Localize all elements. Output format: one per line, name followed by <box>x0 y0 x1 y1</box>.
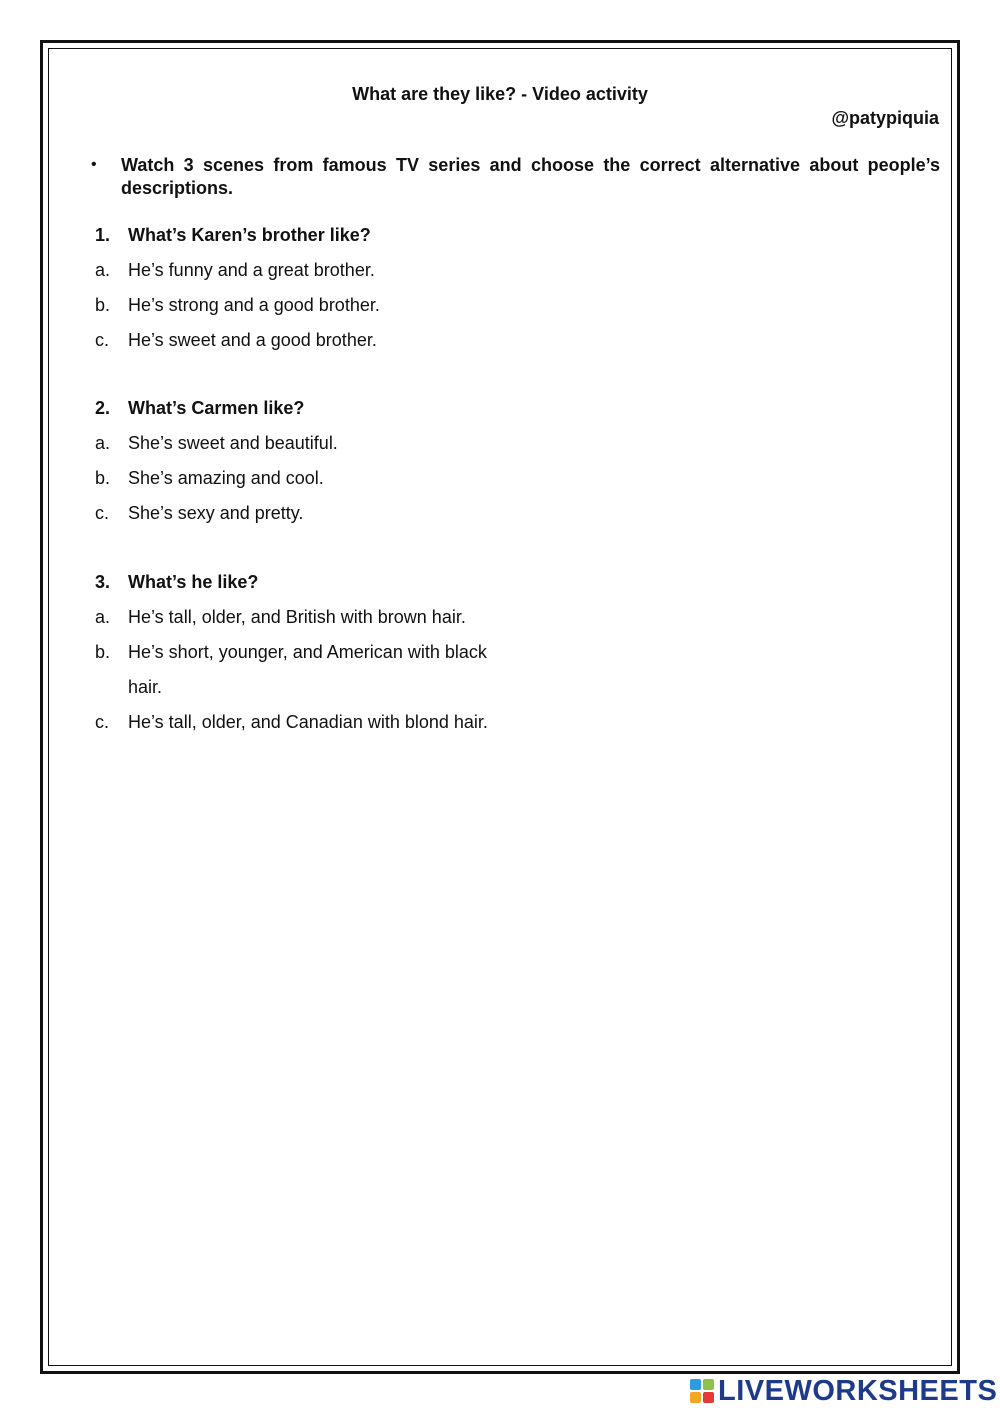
option-text: She’s amazing and cool. <box>128 468 324 488</box>
liveworksheets-logo <box>690 1376 997 1406</box>
option-3a[interactable] <box>95 600 495 635</box>
question-number: 2. <box>95 398 111 418</box>
question-number: 1. <box>95 225 111 245</box>
question-2 <box>95 391 515 531</box>
question-3 <box>95 565 495 740</box>
option-letter: a. <box>95 607 111 627</box>
logo-square-blue <box>690 1379 701 1390</box>
option-letter: c. <box>95 712 110 732</box>
option-text: He’s funny and a great brother. <box>128 260 375 280</box>
option-3b[interactable] <box>95 635 495 705</box>
option-2b[interactable] <box>95 461 515 496</box>
question-1-heading <box>95 218 515 253</box>
option-1a[interactable] <box>95 253 515 288</box>
option-1b[interactable] <box>95 288 515 323</box>
option-text: She’s sexy and pretty. <box>128 503 304 523</box>
option-letter: a. <box>95 433 111 453</box>
logo-square-red <box>703 1392 714 1403</box>
option-text: He’s tall, older, and Canadian with blond hair. <box>128 712 488 732</box>
option-text: She’s sweet and beautiful. <box>128 433 338 453</box>
question-3-heading <box>95 565 495 600</box>
logo-square-green <box>703 1379 714 1390</box>
author-handle: @patypiquia <box>831 108 939 128</box>
option-3c[interactable] <box>95 705 495 740</box>
option-2a[interactable] <box>95 426 515 461</box>
option-letter: b. <box>95 642 111 662</box>
option-text: He’s tall, older, and British with brown hair. <box>128 607 466 627</box>
question-text: What’s Carmen like? <box>128 398 305 418</box>
question-number: 3. <box>95 572 111 592</box>
instruction <box>91 154 940 200</box>
liveworksheets-mark-icon <box>690 1379 714 1403</box>
option-text: He’s short, younger, and American with black hair. <box>128 642 487 697</box>
worksheet-title: What are they like? - Video activity <box>352 84 648 104</box>
question-2-heading <box>95 391 515 426</box>
option-letter: a. <box>95 260 111 280</box>
option-1c[interactable] <box>95 323 515 358</box>
question-1 <box>95 218 515 358</box>
liveworksheets-wordmark: LIVEWORKSHEETS <box>718 1375 998 1407</box>
option-letter: b. <box>95 468 111 488</box>
instruction-text: Watch 3 scenes from famous TV series and choose the correct alternative about people’s descriptions. <box>121 155 940 198</box>
bullet-icon: • <box>91 156 97 173</box>
question-text: What’s Karen’s brother like? <box>128 225 371 245</box>
option-text: He’s strong and a good brother. <box>128 295 380 315</box>
option-letter: c. <box>95 503 110 523</box>
logo-square-orange <box>690 1392 701 1403</box>
option-2c[interactable] <box>95 496 515 531</box>
option-letter: b. <box>95 295 111 315</box>
option-text: He’s sweet and a good brother. <box>128 330 377 350</box>
question-text: What’s he like? <box>128 572 259 592</box>
option-letter: c. <box>95 330 110 350</box>
